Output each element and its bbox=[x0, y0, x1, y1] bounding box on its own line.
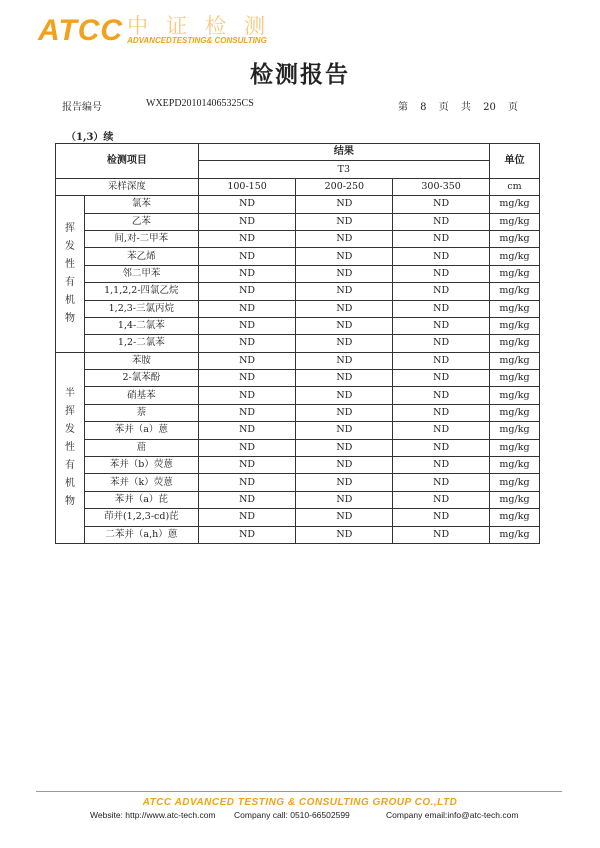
unit-cell: mg/kg bbox=[490, 370, 540, 387]
table-row bbox=[56, 457, 540, 474]
category-char: 性 bbox=[64, 258, 75, 270]
table-row bbox=[56, 283, 540, 300]
unit-cell: mg/kg bbox=[490, 526, 540, 543]
unit-cell: mg/kg bbox=[490, 265, 540, 282]
analyte-name: 苯并（a）芘 bbox=[84, 491, 198, 508]
result-value: ND bbox=[198, 491, 296, 508]
result-value: ND bbox=[393, 265, 490, 282]
result-value: ND bbox=[296, 335, 393, 352]
company-logo bbox=[38, 14, 283, 48]
result-value: ND bbox=[198, 283, 296, 300]
logo-brand: ATCC bbox=[38, 14, 124, 47]
depth-2: 200-250 bbox=[296, 178, 393, 195]
result-value: ND bbox=[393, 335, 490, 352]
analyte-name: 茚并(1,2,3-cd)芘 bbox=[84, 509, 198, 526]
depth-3: 300-350 bbox=[393, 178, 490, 195]
analyte-name: 2-氯苯酚 bbox=[84, 370, 198, 387]
sample-id: T3 bbox=[198, 161, 489, 178]
result-value: ND bbox=[198, 387, 296, 404]
table-row bbox=[56, 230, 540, 247]
result-value: ND bbox=[198, 248, 296, 265]
analyte-name: 1,2-二氯苯 bbox=[84, 335, 198, 352]
section-heading: （1,3）续 bbox=[66, 132, 114, 143]
result-value: ND bbox=[198, 352, 296, 369]
analyte-name: 氯苯 bbox=[84, 196, 198, 213]
unit-cell: mg/kg bbox=[490, 422, 540, 439]
result-value: ND bbox=[296, 230, 393, 247]
result-value: ND bbox=[296, 457, 393, 474]
result-value: ND bbox=[393, 474, 490, 491]
table-row bbox=[56, 491, 540, 508]
footer-brand: ATCC ADVANCED TESTING & CONSULTING GROUP CO.,LTD bbox=[142, 797, 458, 808]
unit-cell: mg/kg bbox=[490, 300, 540, 317]
analyte-name: 苯并（k）荧蒽 bbox=[84, 474, 198, 491]
result-value: ND bbox=[296, 352, 393, 369]
unit-cell: mg/kg bbox=[490, 457, 540, 474]
table-row bbox=[56, 439, 540, 456]
page-indicator: 第 8 页 共 20 页 bbox=[398, 102, 518, 113]
table-row bbox=[56, 248, 540, 265]
unit-cell: mg/kg bbox=[490, 230, 540, 247]
result-value: ND bbox=[296, 439, 393, 456]
result-value: ND bbox=[198, 265, 296, 282]
analyte-name: 邻二甲苯 bbox=[84, 265, 198, 282]
result-value: ND bbox=[296, 387, 393, 404]
result-value: ND bbox=[296, 422, 393, 439]
unit-cell: mg/kg bbox=[490, 439, 540, 456]
unit-cell: mg/kg bbox=[490, 387, 540, 404]
table-row bbox=[56, 387, 540, 404]
result-value: ND bbox=[296, 283, 393, 300]
unit-cell: mg/kg bbox=[490, 491, 540, 508]
category-char: 性 bbox=[64, 441, 75, 453]
result-value: ND bbox=[198, 370, 296, 387]
analyte-name: 萘 bbox=[84, 404, 198, 421]
unit-cell: mg/kg bbox=[490, 317, 540, 334]
result-value: ND bbox=[296, 300, 393, 317]
table-row bbox=[56, 352, 540, 369]
analyte-name: 二苯并（a,h）蒽 bbox=[84, 526, 198, 543]
header-result: 结果 bbox=[198, 144, 489, 161]
unit-cell: mg/kg bbox=[490, 335, 540, 352]
analyte-name: 1,4-二氯苯 bbox=[84, 317, 198, 334]
report-number: WXEPD201014065325CS bbox=[146, 98, 254, 109]
category-label bbox=[56, 196, 85, 353]
result-value: ND bbox=[393, 283, 490, 300]
analyte-name: 苯胺 bbox=[84, 352, 198, 369]
result-value: ND bbox=[296, 196, 393, 213]
header-test-item: 检测项目 bbox=[56, 144, 199, 179]
footer-email: Company email:info@atc-tech.com bbox=[386, 810, 519, 820]
category-char: 物 bbox=[64, 495, 75, 507]
footer-website: Website: http://www.atc-tech.com bbox=[90, 810, 216, 820]
category-char: 机 bbox=[64, 477, 75, 489]
result-value: ND bbox=[296, 509, 393, 526]
result-value: ND bbox=[393, 230, 490, 247]
analyte-name: 苯并（a）蒽 bbox=[84, 422, 198, 439]
category-char: 物 bbox=[64, 312, 75, 324]
result-value: ND bbox=[393, 509, 490, 526]
report-number-label: 报告编号 bbox=[62, 102, 102, 113]
table-row bbox=[56, 300, 540, 317]
result-value: ND bbox=[393, 196, 490, 213]
result-value: ND bbox=[393, 248, 490, 265]
result-value: ND bbox=[296, 526, 393, 543]
result-value: ND bbox=[393, 422, 490, 439]
result-value: ND bbox=[198, 230, 296, 247]
result-value: ND bbox=[393, 370, 490, 387]
result-value: ND bbox=[393, 457, 490, 474]
logo-chinese: 中证检测 bbox=[127, 14, 284, 38]
table-row bbox=[56, 335, 540, 352]
table-row bbox=[56, 509, 540, 526]
analyte-name: 苯并（b）荧蒽 bbox=[84, 457, 198, 474]
unit-cell: mg/kg bbox=[490, 248, 540, 265]
result-value: ND bbox=[296, 213, 393, 230]
unit-cell: mg/kg bbox=[490, 213, 540, 230]
logo-english: ADVANCEDTESTING& CONSULTING bbox=[127, 36, 267, 45]
analyte-name: 1,2,3-三氯丙烷 bbox=[84, 300, 198, 317]
table-row bbox=[56, 213, 540, 230]
result-value: ND bbox=[393, 317, 490, 334]
footer-phone: Company call: 0510-66502599 bbox=[234, 810, 350, 820]
result-value: ND bbox=[296, 491, 393, 508]
result-value: ND bbox=[198, 300, 296, 317]
table-row bbox=[56, 265, 540, 282]
category-char: 机 bbox=[64, 294, 75, 306]
result-value: ND bbox=[296, 474, 393, 491]
depth-1: 100-150 bbox=[198, 178, 296, 195]
unit-cell: mg/kg bbox=[490, 509, 540, 526]
header-unit: 单位 bbox=[490, 144, 540, 179]
result-value: ND bbox=[296, 317, 393, 334]
result-value: ND bbox=[198, 457, 296, 474]
result-value: ND bbox=[393, 213, 490, 230]
result-value: ND bbox=[198, 317, 296, 334]
depth-label: 采样深度 bbox=[56, 178, 199, 195]
unit-cell: mg/kg bbox=[490, 283, 540, 300]
report-title: 检测报告 bbox=[250, 62, 350, 88]
footer-divider bbox=[36, 791, 562, 792]
depth-unit: cm bbox=[490, 178, 540, 195]
analyte-name: 苯乙烯 bbox=[84, 248, 198, 265]
result-value: ND bbox=[393, 439, 490, 456]
table-row bbox=[56, 317, 540, 334]
unit-cell: mg/kg bbox=[490, 196, 540, 213]
result-value: ND bbox=[393, 387, 490, 404]
category-char: 挥 bbox=[64, 222, 75, 234]
unit-cell: mg/kg bbox=[490, 404, 540, 421]
result-value: ND bbox=[198, 213, 296, 230]
result-value: ND bbox=[393, 526, 490, 543]
result-value: ND bbox=[198, 439, 296, 456]
analyte-name: 硝基苯 bbox=[84, 387, 198, 404]
result-value: ND bbox=[296, 265, 393, 282]
result-value: ND bbox=[198, 474, 296, 491]
analyte-name: 间,对-二甲苯 bbox=[84, 230, 198, 247]
analyte-name: 䓛 bbox=[84, 439, 198, 456]
table-row bbox=[56, 196, 540, 213]
unit-cell: mg/kg bbox=[490, 474, 540, 491]
results-table bbox=[55, 143, 540, 544]
analyte-name: 1,1,2,2-四氯乙烷 bbox=[84, 283, 198, 300]
category-char: 有 bbox=[64, 459, 75, 471]
result-value: ND bbox=[198, 509, 296, 526]
unit-cell: mg/kg bbox=[490, 352, 540, 369]
result-value: ND bbox=[393, 404, 490, 421]
result-value: ND bbox=[198, 526, 296, 543]
result-value: ND bbox=[198, 335, 296, 352]
result-value: ND bbox=[198, 196, 296, 213]
table-row bbox=[56, 422, 540, 439]
table-row bbox=[56, 370, 540, 387]
category-char: 发 bbox=[64, 240, 75, 252]
result-value: ND bbox=[296, 404, 393, 421]
result-value: ND bbox=[393, 352, 490, 369]
category-char: 有 bbox=[64, 276, 75, 288]
table-row bbox=[56, 474, 540, 491]
result-value: ND bbox=[198, 422, 296, 439]
result-value: ND bbox=[296, 370, 393, 387]
result-value: ND bbox=[296, 248, 393, 265]
result-value: ND bbox=[393, 491, 490, 508]
table-row bbox=[56, 404, 540, 421]
result-value: ND bbox=[198, 404, 296, 421]
result-value: ND bbox=[393, 300, 490, 317]
table-row bbox=[56, 526, 540, 543]
category-char: 挥 bbox=[64, 405, 75, 417]
category-char: 发 bbox=[64, 423, 75, 435]
category-char: 半 bbox=[64, 387, 75, 399]
analyte-name: 乙苯 bbox=[84, 213, 198, 230]
category-label bbox=[56, 352, 85, 543]
